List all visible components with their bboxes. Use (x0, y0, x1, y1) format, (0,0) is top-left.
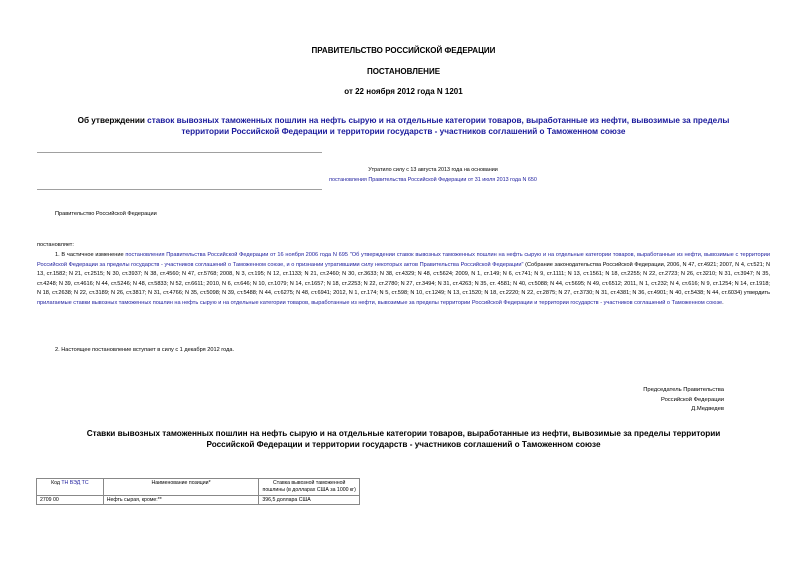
tnved-link[interactable]: ТН ВЭД ТС (61, 480, 89, 486)
repeal-note (300, 166, 566, 185)
rates-table (36, 478, 360, 505)
annex-title (0, 428, 807, 450)
signature-block (643, 386, 724, 415)
table-row (37, 496, 360, 505)
divider-top (37, 152, 322, 153)
doc-type-heading: ПОСТАНОВЛЕНИЕ (366, 67, 441, 76)
annex-title-line1: Ставки вывозных таможенных пошлин на нефть сырую и на отдельные категории товаров, выработанные из нефти, вывозимые за пределы территории (86, 429, 721, 438)
signature-position: Председатель Правительства (643, 387, 724, 393)
row-name: Нефть сырая, кроме:** (103, 496, 259, 505)
doc-date: от 22 ноября 2012 года N 1201 (344, 87, 463, 96)
decree-word: постановляет: (37, 242, 74, 248)
title-link-line2[interactable]: территории Российской Федерации и территории государств - участников соглашений о Таможенном союзе (181, 127, 626, 136)
signature-country: Российской Федерации (660, 396, 724, 403)
issuer: Правительство Российской Федерации (55, 211, 157, 217)
paragraph-1-start: 1. В частичное изменение (55, 252, 126, 258)
header-code-prefix: Код (51, 480, 62, 486)
paragraph-1 (37, 251, 770, 309)
paragraph-1-end: . (722, 299, 724, 306)
repeal-note-link[interactable]: постановления Правительства Российской Федерации от 31 июля 2013 года N 650 (329, 176, 537, 183)
header-code (37, 479, 104, 496)
signature-name: Д.Медведев (691, 406, 724, 413)
repeal-note-text: Утратило силу с 13 августа 2013 года на основании (368, 167, 498, 173)
row-rate: 396,5 доллара США (259, 496, 360, 505)
paragraph-2: 2. Настоящее постановление вступает в силу с 1 декабря 2012 года. (55, 347, 235, 353)
annex-title-line2: Российской Федерации и территории государств - участников соглашений о Таможенном союзе (206, 440, 601, 449)
divider-bottom (37, 189, 322, 190)
row-code: 2709 00 (37, 496, 104, 505)
decree-695-link[interactable]: постановления Правительства Российской Федерации от 16 ноября 2006 года N 695 "Об утверждении ставок вывозных таможенных пошлин на нефть сырую и на отдельные категории товаров, выработанные из нефти, вывозимые с территории Российской Федерации за пределы государств - участников соглашений о Таможенном союзе, и о признании утратившими силу некоторых актов Правительства Российской Федерации" (37, 252, 770, 268)
government-heading: ПРАВИТЕЛЬСТВО РОССИЙСКОЙ ФЕДЕРАЦИИ (311, 46, 496, 55)
document-title (0, 115, 807, 137)
title-link[interactable]: ставок вывозных таможенных пошлин на нефть сырую и на отдельные категории товаров, выработанные из нефти, вывозимые за пределы (147, 116, 730, 125)
title-prefix: Об утверждении (77, 116, 148, 125)
paragraph-1-citations: (Собрание законодательства Российской Федерации, 2006, N 47, ст.4921; 2007, N 4, ст.521; N 13, ст.1582; N 21, ст.2515; N 30, ст.3937; N 38, ст.4560; N 47, ст.5768; 2008, N 3, ст.195; N 12, ст.1133; N 21, ст.2460; N 30, ст.3633; N 38, ст.4329; N 48, ст.5624; 2009, N 1, ст.149; N 6, ст.741; N 9, ст.1111; N 13, ст.1561; N 18, ст.2255; N 22, ст.2723; N 26, ст.3210; N 31, ст.3947; N 35, ст.4248; N 39, ст.4616; N 44, ст.5246; N 48, ст.5833; N 52, ст.6611; 2010, N 6, ст.646; N 10, ст.1079; N 14, ст.1657; N 18, ст.2253; N 22, ст.2780; N 27, ст.3494; N 31, ст.4263; N 35, ст. 4581; N 40, ст.5088; N 44, ст.5695; N 49, ст.6512; 2011, N 1, ст.232; N 4, ст.616; N 9, ст.1254; N 14, ст.1918; N 18, ст.2638; N 22, ст.3189; N 26, ст.3817; N 31, ст.4766; N 35, ст.5098; N 39, ст.5488; N 44, ст.6275; N 48, ст.6941; 2012, N 1, ст.174; N 5, ст.598; N 10, ст.1249; N 13, ст.1520; N 18, ст.2220; N 22, ст.2875; N 27, ст.3730; N 31, ст.4381; N 36, ст.4901; N 40, ст.5438; N 44, ст.6034) утвердить (37, 261, 770, 297)
header-rate: Ставка вывозной таможенной пошлины (в долларах США за 1000 кг) (259, 479, 360, 496)
table-header-row (37, 479, 360, 496)
annex-link[interactable]: прилагаемые ставки вывозных таможенных пошлин на нефть сырую и на отдельные категории товаров, выработанные из нефти, вывозимые за пределы территории Российской Федерации и территории государств - участников соглашений о Таможенном союзе (37, 299, 723, 306)
header-name: Наименование позиции* (103, 479, 259, 496)
